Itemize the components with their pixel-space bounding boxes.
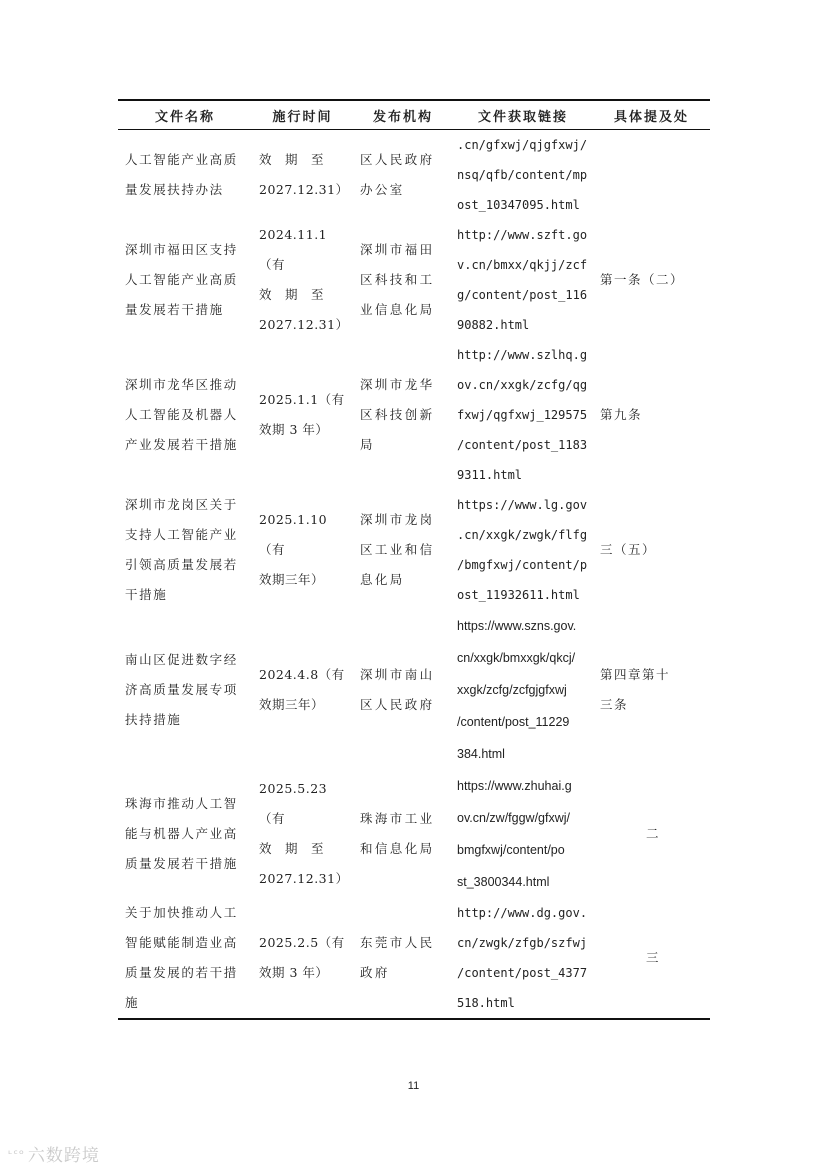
file-name-cell [118,220,252,340]
effective-date-cell [252,898,353,1019]
file-link-cell-line: ov.cn/xxgk/zcfg/qg [457,378,588,392]
issuing-agency-cell-line: 息化局 [360,572,405,587]
table-body [118,130,710,1020]
file-link-cell-line: nsq/qfb/content/mp [457,168,588,182]
reference-cell-line: 第四章第十 [600,667,671,682]
file-link-cell-line: 90882.html [457,318,530,332]
file-name-cell [118,340,252,490]
file-link-cell-line: st_3800344.html [457,875,550,889]
file-name-cell-line: 量发展若干措施 [125,302,224,317]
table-row [118,340,710,490]
file-link-cell-line: .cn/xxgk/zwgk/flfg [457,528,588,542]
file-name-cell-line: 量发展扶持办法 [125,182,224,197]
issuing-agency-cell-line: 东莞市人民 [360,935,435,950]
file-name-cell-line: 深圳市福田区支持 [125,242,238,257]
reference-cell [593,770,710,898]
effective-date-cell-line: 2024.4.8（有 [259,667,345,682]
issuing-agency-cell-line: 业信息化局 [360,302,435,317]
header-issuing-agency: 发布机构 [372,109,433,125]
file-link-cell [453,770,593,898]
file-name-cell-line: 人工智能产业高质 [125,272,238,287]
file-name-cell-line: 引领高质量发展若 [125,557,238,572]
effective-date-cell [252,340,353,490]
issuing-agency-cell-line: 办公室 [360,182,405,197]
issuing-agency-cell [353,220,453,340]
table-row [118,220,710,340]
issuing-agency-cell-line: 珠海市工业 [360,811,435,826]
effective-date-cell-line: 效期三年） [259,697,325,712]
table-header-row [118,100,710,130]
file-name-cell-line: 产业发展若干措施 [125,437,238,452]
effective-date-cell-line: 2025.5.23（有 [259,781,328,826]
file-link-cell-line: https://www.szns.gov. [457,619,577,633]
file-link-cell-line: 518.html [457,996,515,1010]
file-link-cell-line: cn/zwgk/zfgb/szfwj [457,936,588,950]
file-link-cell-line: cn/xxgk/bmxxgk/qkcj/ [457,651,576,665]
file-link-cell-line: g/content/post_116 [457,288,588,302]
file-name-cell [118,610,252,770]
issuing-agency-cell-line: 局 [360,437,375,452]
file-name-cell-line: 人工智能产业高质 [125,152,238,167]
reference-cell-line: 二 [645,826,660,841]
issuing-agency-cell-line: 和信息化局 [360,841,435,856]
file-link-cell-line: xxgk/zcfg/zcfgjgfxwj [457,683,567,697]
issuing-agency-cell [353,490,453,610]
reference-cell [593,898,710,1019]
effective-date-cell-line: 2027.12.31） [259,871,349,886]
file-name-cell [118,770,252,898]
file-link-cell [453,898,593,1019]
file-name-cell-line: 智能赋能制造业高 [125,935,238,950]
effective-date-cell-line: 2025.1.10（有 [259,512,328,557]
issuing-agency-cell-line: 区科技创新 [360,407,435,422]
file-link-cell-line: http://www.dg.gov. [457,906,588,920]
file-link-cell-line: /content/post_1183 [457,438,588,452]
issuing-agency-cell-line: 政府 [360,965,390,980]
file-link-cell-line: bmgfxwj/content/po [457,843,565,857]
file-name-cell-line: 南山区促进数字经 [125,652,238,667]
file-name-cell [118,898,252,1019]
effective-date-cell-line: 效期 3 年） [259,422,329,437]
file-name-cell-line: 干措施 [125,587,168,602]
issuing-agency-cell-line: 深圳市龙岗 [360,512,435,527]
effective-date-cell-line: 2027.12.31） [259,317,349,332]
issuing-agency-cell [353,610,453,770]
file-link-cell-line: http://www.szlhq.g [457,348,588,362]
watermark-text: 六数跨境 [27,1146,100,1166]
policy-table-container [118,99,710,1020]
file-name-cell-line: 施 [125,995,140,1010]
file-name-cell [118,490,252,610]
issuing-agency-cell-line: 区人民政府 [360,697,435,712]
file-name-cell-line: 质量发展若干措施 [125,856,238,871]
file-link-cell-line: http://www.szft.go [457,228,588,242]
reference-cell [593,340,710,490]
effective-date-cell-line: 2025.2.5（有 [259,935,345,950]
file-link-cell [453,610,593,770]
issuing-agency-cell-line: 区科技和工 [360,272,435,287]
page-number: 11 [407,1080,420,1092]
table-row [118,610,710,770]
header-specific-reference: 具体提及处 [613,109,689,125]
table-row [118,770,710,898]
effective-date-cell-line: 效期 3 年） [259,965,329,980]
policy-table [118,99,710,1020]
table-row [118,130,710,221]
issuing-agency-cell-line: 深圳市龙华 [360,377,435,392]
file-link-cell-line: https://www.zhuhai.g [457,779,572,793]
issuing-agency-cell [353,130,453,221]
file-name-cell-line: 深圳市龙岗区关于 [125,497,238,512]
file-name-cell-line: 济高质量发展专项 [125,682,238,697]
effective-date-cell [252,770,353,898]
file-link-cell-line: /content/post_11229 [457,715,570,729]
file-name-cell [118,130,252,221]
reference-cell-line: 三 [645,950,660,965]
file-link-cell-line: 384.html [457,747,505,761]
file-link-cell-line: .cn/gfxwj/qjgfxwj/ [457,138,588,152]
effective-date-cell [252,220,353,340]
issuing-agency-cell-line: 区人民政府 [360,152,435,167]
file-link-cell-line: ost_10347095.html [457,198,580,212]
file-link-cell-line: /content/post_4377 [457,966,588,980]
reference-cell-line: 三（五） [600,542,657,557]
effective-date-cell-line: 效期三年） [259,572,325,587]
file-name-cell-line: 深圳市龙华区推动 [125,377,238,392]
issuing-agency-cell [353,770,453,898]
header-file-name: 文件名称 [154,109,215,125]
issuing-agency-cell [353,340,453,490]
issuing-agency-cell-line: 深圳市南山 [360,667,435,682]
effective-date-cell-line: 效 期 至 [259,841,325,856]
reference-cell [593,490,710,610]
effective-date-cell-line: 2024.11.1（有 [259,227,328,272]
header-effective-date: 施行时间 [272,109,333,125]
reference-cell [593,130,710,221]
file-name-cell-line: 扶持措施 [125,712,182,727]
file-name-cell-line: 关于加快推动人工 [125,905,238,920]
file-name-cell-line: 能与机器人产业高 [125,826,238,841]
file-link-cell-line: https://www.lg.gov [457,498,588,512]
file-link-cell [453,340,593,490]
effective-date-cell-line: 效 期 至 [259,152,325,167]
effective-date-cell-line: 2027.12.31） [259,182,349,197]
reference-cell-line: 第一条（二） [600,272,685,287]
issuing-agency-cell [353,898,453,1019]
effective-date-cell [252,490,353,610]
effective-date-cell-line: 2025.1.1（有 [259,392,345,407]
table-row [118,490,710,610]
file-link-cell-line: 9311.html [457,468,523,482]
reference-cell [593,610,710,770]
reference-cell-line: 第九条 [600,407,643,422]
watermark [8,1141,100,1166]
file-link-cell-line: v.cn/bmxx/qkjj/zcf [457,258,588,272]
file-name-cell-line: 质量发展的若干措 [125,965,238,980]
effective-date-cell [252,610,353,770]
file-link-cell-line: ov.cn/zw/fggw/gfxwj/ [457,811,571,825]
file-link-cell [453,130,593,221]
effective-date-cell [252,130,353,221]
reference-cell [593,220,710,340]
file-link-cell [453,220,593,340]
table-row [118,898,710,1019]
reference-cell-line: 三条 [600,697,629,712]
file-name-cell-line: 支持人工智能产业 [125,527,238,542]
file-link-cell-line: fxwj/qgfxwj_129575 [457,408,588,422]
effective-date-cell-line: 效 期 至 [259,287,325,302]
file-link-cell-line: ost_11932611.html [457,588,580,602]
file-link-cell-line: /bmgfxwj/content/p [457,558,588,572]
watermark-logo-icon: ᶫᶜᵒ [8,1147,25,1161]
issuing-agency-cell-line: 区工业和信 [360,542,435,557]
file-name-cell-line: 人工智能及机器人 [125,407,238,422]
issuing-agency-cell-line: 深圳市福田 [360,242,435,257]
header-file-link: 文件获取链接 [477,109,568,125]
file-link-cell [453,490,593,610]
file-name-cell-line: 珠海市推动人工智 [125,796,238,811]
